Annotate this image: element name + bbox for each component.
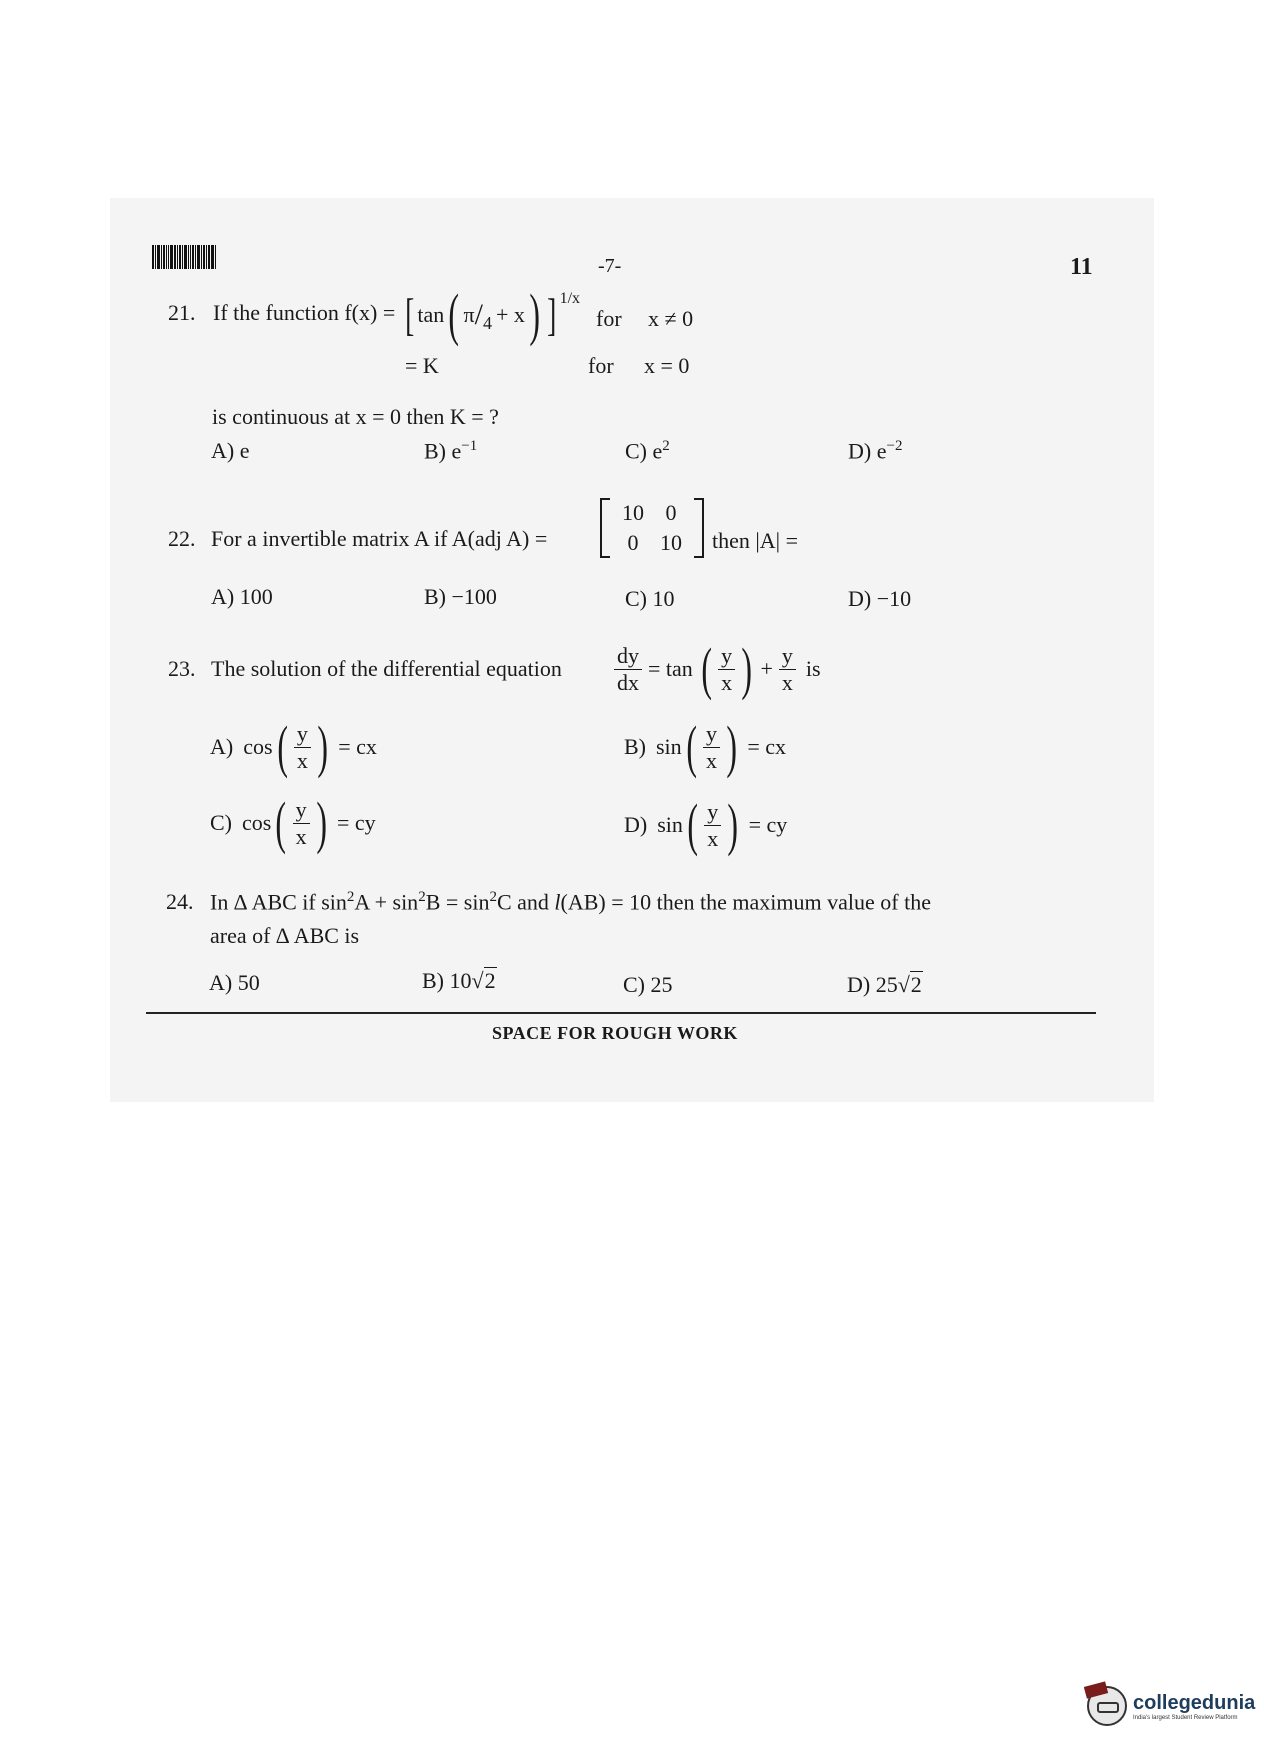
booklet-code: 11 — [1070, 254, 1093, 280]
tan-text: tan — [417, 302, 445, 327]
question-24-line-1: In ∆ ABC if $\sin^2A + \sin^2B = \sin^2C$ and l(AB) = 10 then the maximum value of the — [210, 889, 931, 915]
question-24-option-d: D) 25√2 — [847, 972, 922, 997]
question-22-lead: For a invertible matrix A if A(adj A) = — [211, 526, 548, 551]
divider-line — [146, 1012, 1096, 1014]
question-21-option-c: C) $e^2$ — [625, 438, 670, 464]
question-23-option-a: A) cos ( $\frac{y}{x}$ ) = cx — [210, 714, 377, 779]
question-22-option-d: D) −10 — [848, 586, 912, 611]
is-text: is — [805, 656, 821, 681]
left-bracket: [ — [405, 289, 415, 340]
plus-sign: + — [760, 656, 773, 681]
question-22-option-b: B) −100 — [424, 584, 497, 609]
collegedunia-logo — [1087, 1686, 1255, 1726]
question-21-equals-k: = K — [405, 353, 439, 378]
question-23-number: 23. — [168, 656, 196, 681]
question-21-function: [ tan ( π / 4 + x ) ] 1/x — [405, 282, 581, 347]
left-paren: ( — [448, 282, 460, 347]
four-subscript: 4 — [483, 312, 492, 333]
brand-name: collegedunia — [1133, 1691, 1256, 1714]
brand-tagline: India's largest Student Review Platform — [1133, 1714, 1238, 1721]
mascot-icon — [1087, 1686, 1127, 1726]
y-over-x-fraction-2: $\frac{y}{x}$ — [779, 645, 796, 694]
question-22-option-a: A) 100 — [211, 584, 273, 609]
question-21-for-1: for — [596, 306, 622, 331]
matrix-cell-11: 10 — [622, 500, 644, 525]
matrix-cell-21: 0 — [627, 530, 639, 555]
question-21-number: 21. — [168, 300, 196, 325]
question-21-for-2: for — [588, 353, 614, 378]
question-22-number: 22. — [168, 526, 196, 551]
question-21-condition-1: x ≠ 0 — [648, 306, 694, 331]
right-bracket: ] — [547, 289, 557, 340]
pi-symbol: π — [463, 302, 475, 327]
question-23-option-d: D) sin ( $\frac{y}{x}$ ) = cy — [624, 792, 788, 857]
page-number: -7- — [598, 255, 622, 277]
y-over-x-fraction: $\frac{y}{x}$ — [718, 645, 735, 694]
question-21-lead: If the function f(x) = — [213, 300, 396, 325]
question-23-equation: $\frac{dy}{dx}$ = tan ( $\frac{y}{x}$ ) + $\frac{y}{x}$ is — [612, 640, 821, 698]
question-21-option-a: A) e — [211, 438, 250, 463]
equals-tan: = tan — [648, 656, 693, 681]
question-24-number: 24. — [166, 889, 194, 914]
matrix-cell-22: 10 — [660, 530, 682, 555]
dy-dx-fraction: $\frac{dy}{dx}$ — [614, 645, 642, 694]
matrix-cell-12: 0 — [665, 500, 677, 525]
plus-x: + x — [496, 302, 525, 327]
rough-work-label: SPACE FOR ROUGH WORK — [492, 1023, 738, 1043]
question-22-matrix — [600, 498, 704, 558]
exponent: 1/x — [559, 290, 581, 307]
question-21-option-b: B) $e^{-1}$ — [424, 438, 478, 464]
question-24-option-c: C) 25 — [623, 972, 673, 997]
question-24-option-a: A) 50 — [209, 970, 260, 995]
question-23-option-c: C) cos ( $\frac{y}{x}$ ) = cy — [210, 790, 376, 855]
question-23-option-b: B) sin ( $\frac{y}{x}$ ) = cx — [624, 714, 787, 779]
question-21-condition-2: x = 0 — [644, 353, 690, 378]
barcode — [152, 245, 240, 269]
question-24-option-b: B) 10√2 — [422, 968, 496, 993]
matrix — [600, 498, 704, 558]
question-24-line-2: area of ∆ ABC is — [210, 923, 360, 948]
question-21-text: is continuous at x = 0 then K = ? — [212, 404, 499, 429]
question-22-option-c: C) 10 — [625, 586, 675, 611]
question-23-lead: The solution of the differential equation — [211, 656, 562, 681]
question-22-tail: then |A| = — [712, 528, 798, 553]
right-paren: ) — [529, 282, 540, 347]
question-21-option-d: D) $e^{-2}$ — [848, 438, 903, 464]
